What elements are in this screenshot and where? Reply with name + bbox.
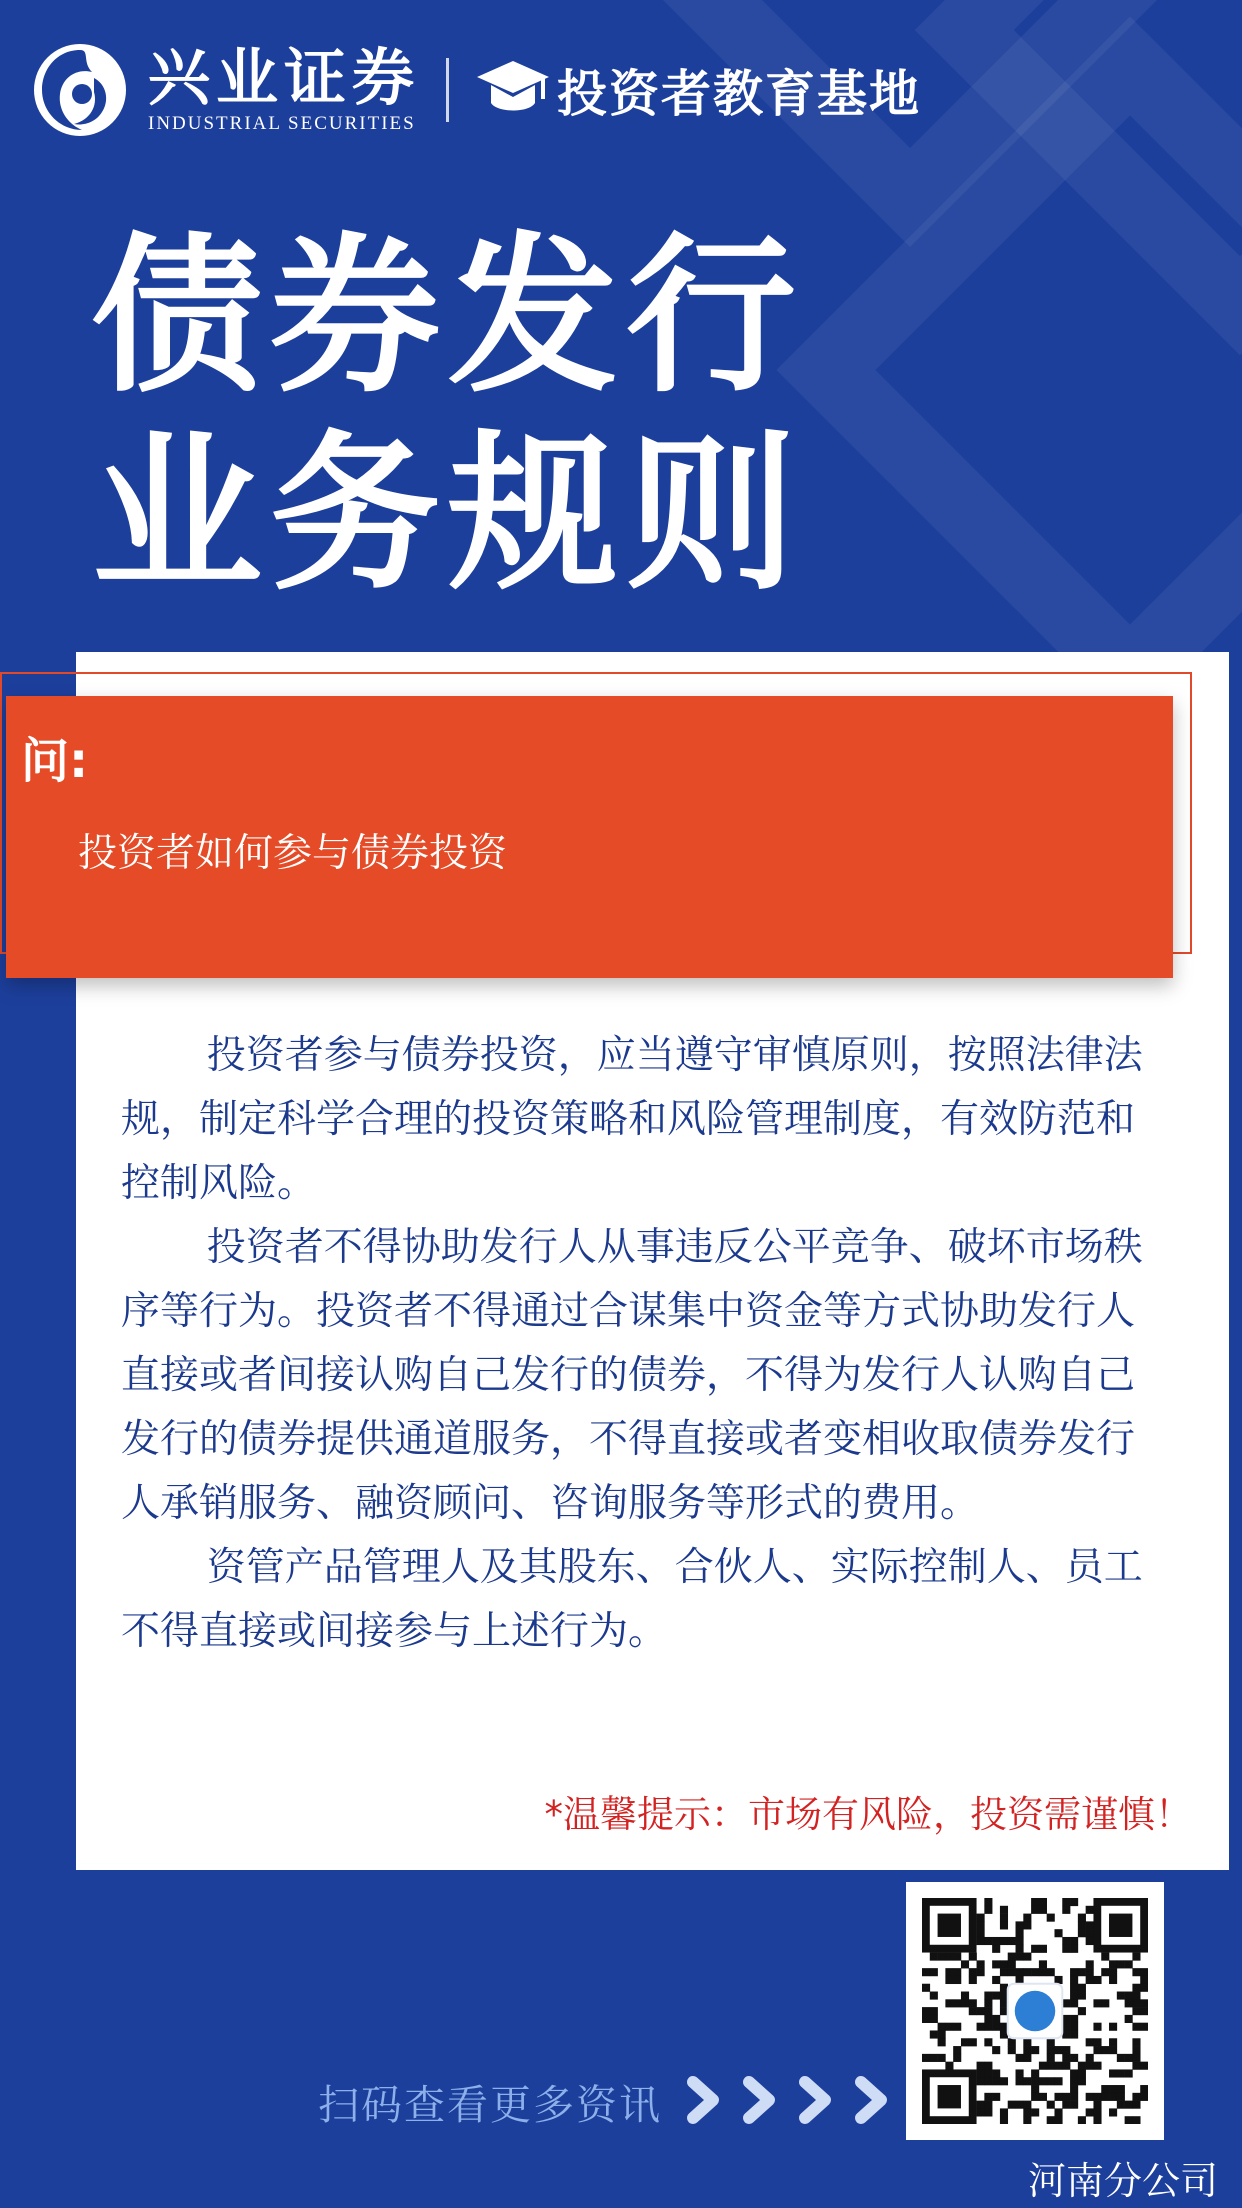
- title-line-1: 债券发行: [92, 218, 805, 416]
- header-divider: [446, 58, 449, 122]
- qr-code-icon: [922, 1898, 1148, 2124]
- answer-paragraph: 投资者不得协助发行人从事违反公平竞争、破坏市场秩序等行为。投资者不得通过合谋集中资金等方式协助发行人直接或者间接认购自己发行的债券，不得为发行人认购自己发行的债券提供通道服务，不得直接或者变相收取债券发行人承销服务、融资顾问、咨询服务等形式的费用。: [121, 1225, 1143, 1526]
- question-text: 投资者如何参与债券投资: [78, 831, 508, 876]
- branch-label: 河南分公司: [1027, 2159, 1218, 2203]
- qr-code[interactable]: [906, 1882, 1164, 2140]
- scan-prompt: 扫码查看更多资讯: [318, 2081, 662, 2129]
- arrows: [685, 2074, 891, 2126]
- brand-name-en: INDUSTRIAL SECURITIES: [148, 113, 416, 134]
- header: [34, 40, 921, 140]
- question-banner: [6, 696, 1173, 978]
- page-title: [92, 218, 804, 614]
- title-line-2: 业务规则: [92, 416, 805, 614]
- industrial-securities-logo-icon: [34, 44, 126, 136]
- chevron-right-icon: [685, 2074, 723, 2126]
- answer-body: [121, 1024, 1169, 1664]
- chevron-right-icon: [853, 2074, 891, 2126]
- brand-name-cn: 兴业证券: [148, 41, 421, 114]
- graduation-cap-icon: [475, 57, 551, 123]
- risk-tip: *温馨提示：市场有风险，投资需谨慎！: [544, 1793, 1192, 1836]
- answer-paragraph: 资管产品管理人及其股东、合伙人、实际控制人、员工不得直接或间接参与上述行为。: [121, 1545, 1143, 1654]
- chevron-right-icon: [797, 2074, 835, 2126]
- edu-base-label: 投资者教育基地: [557, 65, 922, 123]
- answer-paragraph: 投资者参与债券投资，应当遵守审慎原则，按照法律法规，制定科学合理的投资策略和风险管理制度，有效防范和控制风险。: [121, 1033, 1143, 1206]
- brand: [148, 41, 421, 135]
- chevron-right-icon: [741, 2074, 779, 2126]
- question-label: 问:: [21, 733, 89, 789]
